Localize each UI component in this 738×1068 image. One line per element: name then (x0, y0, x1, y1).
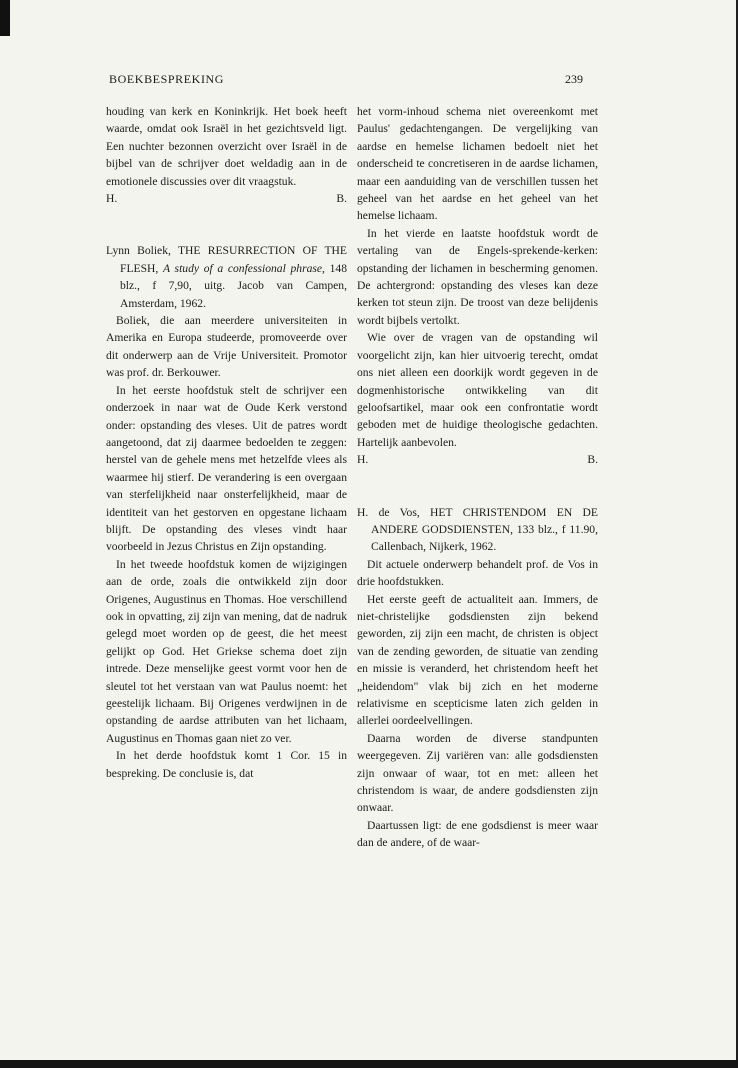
scan-edge-bottom (0, 1060, 738, 1068)
review-paragraph: Wie over de vragen van de opstanding wil voorgelicht zijn, kan hier uitvoerig terecht, omdat ons niet alleen een doorkijk wordt gegeven in de dogmenhistorische ontwikkeling van dit geloofsartikel, maar ook een confrontatie wordt geboden met de huidige theologische gedachten. Hartelijk aanbevolen. (357, 331, 598, 449)
signature-initial-right: B. (587, 453, 598, 467)
signature (106, 190, 347, 207)
book-citation (106, 242, 347, 312)
review-paragraph: In het tweede hoofdstuk komen de wijzigingen aan de orde, zoals die ontwikkeld zijn door Origenes, Augustinus en Thomas. Hoe verschillend ook in opvatting, zij zijn van mening, dat de nadruk gelegd moet worden op de geest, die het meest gelijkt op God. Het Griekse schema doet zijn intrede. Deze menselijke geest vormt voor hen de sleutel tot het verstaan van wat Paulus noemt: het geestelijk lichaam. Bij Origenes verdwijnen in de opstanding de aardse attributen van het lichaam, Augustinus en Thomas gaan niet zo ver. (106, 557, 347, 745)
review-paragraph: Boliek, die aan meerdere universiteiten in Amerika en Europa studeerde, promoveerde over dit onderwerp aan de Vrije Universiteit. Promotor was prof. dr. Berkouwer. (106, 314, 347, 380)
review-paragraph: In het eerste hoofdstuk stelt de schrijver een onderzoek in naar wat de Oude Kerk verstond onder: opstanding des vleses. Uit de patres wordt aangetoond, dat zij daarmee bedoelden te zeggen: herstel van de gehele mens met hetzelfde vlees als waarmee hij stierf. De verandering is een overgaan van sterfelijkheid naar onsterfelijkheid, maar de identiteit van het gestorven en opgestane lichaam blijft. De opstanding des vleses vindt haar voorbeeld in Jezus Christus en Zijn opstanding. (106, 383, 347, 554)
signature-initial-left: H. (357, 453, 369, 467)
review-paragraph: In het vierde en laatste hoofdstuk wordt de vertaling van de Engels-sprekende-kerken: opstanding der lichamen in bescherming genomen. De achtergrond: opstanding des vleses kan deze kerken tot steun zijn. De troost van deze belijdenis wordt bijbels vertolkt. (357, 226, 598, 327)
citation-title: Lynn Boliek, THE RESURRECTION OF THE FLESH, (106, 244, 347, 275)
review-paragraph: Daarna worden de diverse standpunten weergegeven. Zij variëren van: alle godsdiensten zijn onwaar of waar, tot en met: alleen het christendom is waar, de andere godsdiensten zijn onwaar. (357, 731, 598, 815)
page-number: 239 (565, 72, 583, 86)
review-paragraph: het vorm-inhoud schema niet overeenkomt met Paulus' gedachtengangen. De vergelijking van aardse en hemelse lichamen bedoelt niet het onderscheid te concretiseren in de aardse lichamen, maar een aanduiding van de verschillen tussen het geheel van het aardse en het geheel van het hemelse lichaam. (357, 105, 598, 223)
citation-subtitle: A study of a confessional phrase, (163, 261, 325, 275)
scan-edge-left (0, 0, 10, 36)
review-paragraph: Het eerste geeft de actualiteit aan. Immers, de niet-christelijke godsdiensten zijn bekend geworden, zij zijn een macht, de christen is object van de zending geworden, de situatie van zending en missie is veranderd, het christendom heeft het „heidendom" vlak bij zich en het moderne relativisme en scepticisme laten zich gelden in allerlei oordeelvellingen. (357, 592, 598, 728)
signature (357, 451, 598, 468)
citation-details: 148 blz., f 7,90, uitg. Jacob van Campen, Amsterdam, 1962. (120, 261, 347, 310)
review-paragraph: Daartussen ligt: de ene godsdienst is meer waar dan de andere, of de waar- (357, 818, 598, 850)
left-column (106, 103, 347, 782)
running-head: BOEKBESPREKING (109, 72, 225, 86)
signature-initial-left: H. (106, 192, 118, 206)
review-paragraph: In het derde hoofdstuk komt 1 Cor. 15 in bespreking. De conclusie is, dat (106, 749, 347, 780)
intro-paragraph: houding van kerk en Koninkrijk. Het boek heeft waarde, omdat ook Israël in het gezichtsveld ligt. Een nuchter bezonnen overzicht over Israël in de bijbel van de schrijver doet weldadig aan in de emotionele discussies over dit vraagstuk. (106, 105, 347, 188)
signature-initial-right: B. (336, 192, 347, 206)
review-paragraph: Dit actuele onderwerp behandelt prof. de Vos in drie hoofdstukken. (357, 557, 598, 589)
book-citation: H. de Vos, HET CHRISTENDOM EN DE ANDERE GODSDIENSTEN, 133 blz., f 11.90, Callenbach, Nijkerk, 1962. (357, 505, 598, 554)
right-column (357, 103, 598, 852)
